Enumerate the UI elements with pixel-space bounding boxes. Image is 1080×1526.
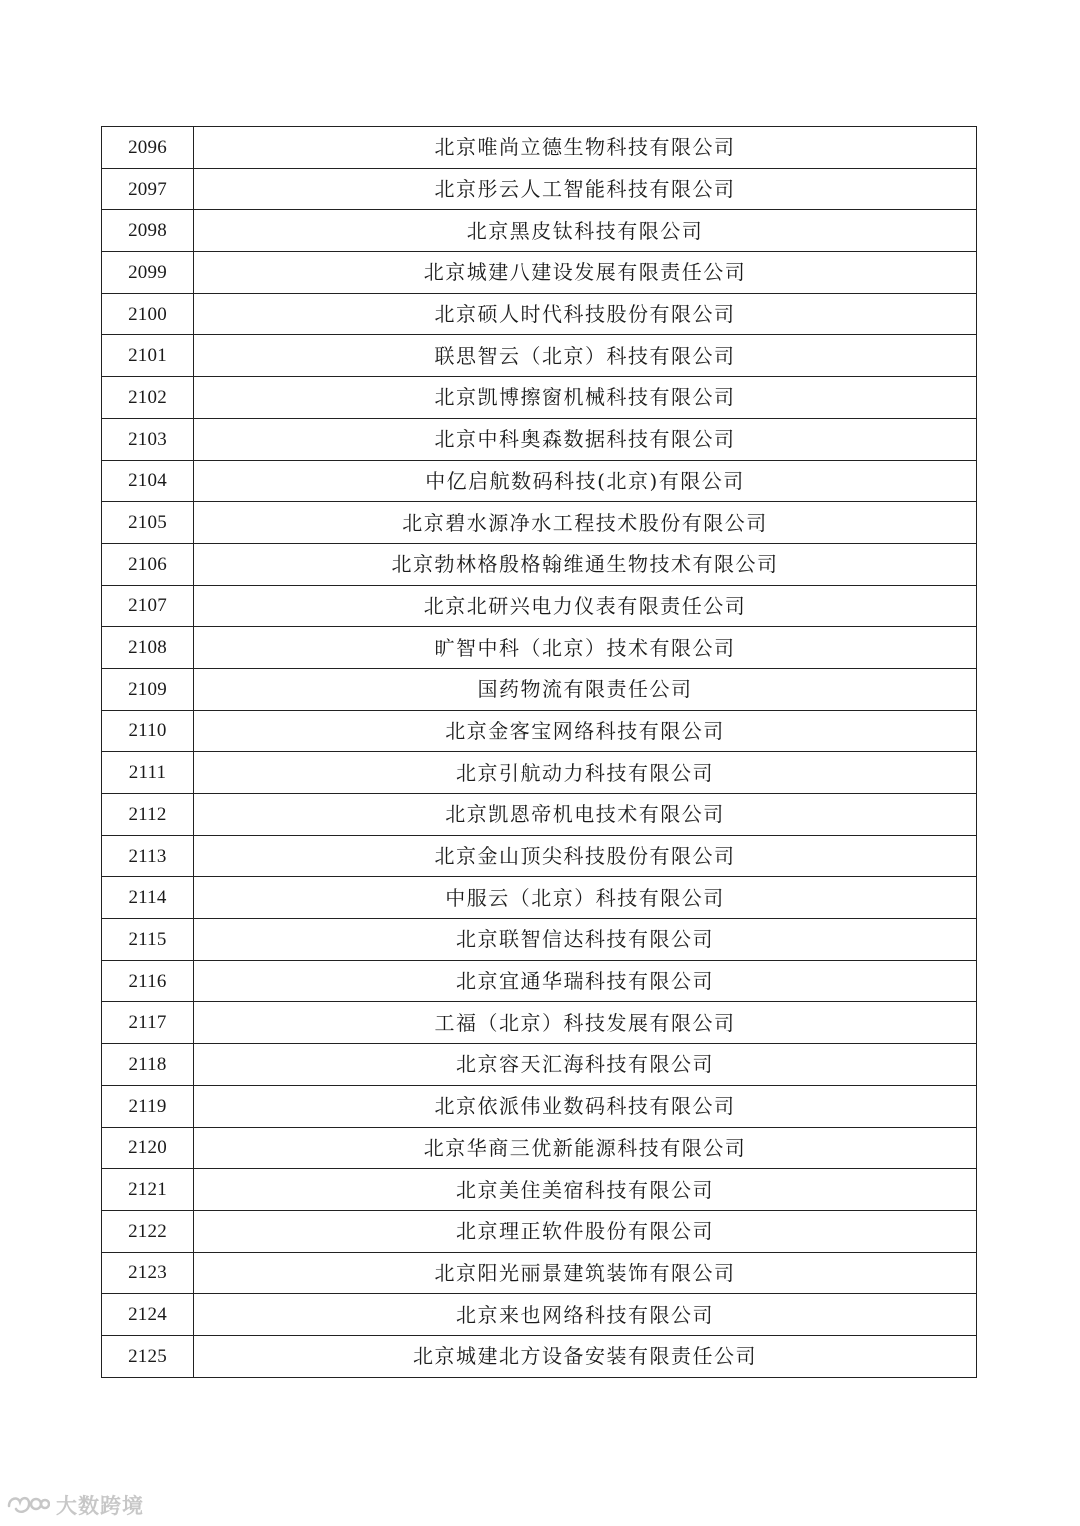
- company-name: 北京依派伟业数码科技有限公司: [194, 1085, 977, 1127]
- table-row: [102, 418, 977, 460]
- company-name: 北京硕人时代科技股份有限公司: [194, 293, 977, 335]
- company-name: 北京唯尚立德生物科技有限公司: [194, 127, 977, 169]
- row-number: 2098: [102, 210, 194, 252]
- row-number: 2109: [102, 668, 194, 710]
- table-row: [102, 1294, 977, 1336]
- table-row: [102, 1044, 977, 1086]
- company-name: 北京勃林格殷格翰维通生物技术有限公司: [194, 543, 977, 585]
- table-row: [102, 960, 977, 1002]
- row-number: 2096: [102, 127, 194, 169]
- company-name: 北京理正软件股份有限公司: [194, 1210, 977, 1252]
- row-number: 2124: [102, 1294, 194, 1336]
- table-row: [102, 752, 977, 794]
- company-name: 联思智云（北京）科技有限公司: [194, 335, 977, 377]
- table-row: [102, 1127, 977, 1169]
- company-name: 中亿启航数码科技(北京)有限公司: [194, 460, 977, 502]
- company-name: 国药物流有限责任公司: [194, 668, 977, 710]
- table-row: [102, 1210, 977, 1252]
- row-number: 2123: [102, 1252, 194, 1294]
- row-number: 2120: [102, 1127, 194, 1169]
- table-row: [102, 1335, 977, 1377]
- company-name: 北京北研兴电力仪表有限责任公司: [194, 585, 977, 627]
- row-number: 2105: [102, 502, 194, 544]
- row-number: 2102: [102, 377, 194, 419]
- row-number: 2107: [102, 585, 194, 627]
- table-row: [102, 585, 977, 627]
- watermark-text: 大数跨境: [56, 1494, 144, 1518]
- row-number: 2119: [102, 1085, 194, 1127]
- row-number: 2110: [102, 710, 194, 752]
- table-row: [102, 1085, 977, 1127]
- company-name: 北京宜通华瑞科技有限公司: [194, 960, 977, 1002]
- row-number: 2114: [102, 877, 194, 919]
- company-name: 北京凯恩帝机电技术有限公司: [194, 794, 977, 836]
- row-number: 2100: [102, 293, 194, 335]
- row-number: 2103: [102, 418, 194, 460]
- company-list-table: [101, 126, 977, 1378]
- company-name: 北京城建八建设发展有限责任公司: [194, 252, 977, 294]
- row-number: 2125: [102, 1335, 194, 1377]
- brand-logo-icon: [6, 1492, 50, 1518]
- row-number: 2101: [102, 335, 194, 377]
- table-row: [102, 627, 977, 669]
- table-row: [102, 794, 977, 836]
- company-name: 北京凯博擦窗机械科技有限公司: [194, 377, 977, 419]
- company-name: 北京联智信达科技有限公司: [194, 919, 977, 961]
- row-number: 2121: [102, 1169, 194, 1211]
- row-number: 2113: [102, 835, 194, 877]
- company-name: 北京城建北方设备安装有限责任公司: [194, 1335, 977, 1377]
- row-number: 2122: [102, 1210, 194, 1252]
- table-row: [102, 877, 977, 919]
- table-row: [102, 502, 977, 544]
- company-name: 北京美住美宿科技有限公司: [194, 1169, 977, 1211]
- table-row: [102, 835, 977, 877]
- company-name: 北京黑皮钛科技有限公司: [194, 210, 977, 252]
- row-number: 2111: [102, 752, 194, 794]
- row-number: 2115: [102, 919, 194, 961]
- table-row: [102, 127, 977, 169]
- company-name: 北京彤云人工智能科技有限公司: [194, 168, 977, 210]
- company-name: 北京容天汇海科技有限公司: [194, 1044, 977, 1086]
- watermark: [6, 1490, 144, 1520]
- table-row: [102, 293, 977, 335]
- company-name: 工福（北京）科技发展有限公司: [194, 1002, 977, 1044]
- table-row: [102, 543, 977, 585]
- company-name: 中服云（北京）科技有限公司: [194, 877, 977, 919]
- company-name: 北京中科奥森数据科技有限公司: [194, 418, 977, 460]
- row-number: 2106: [102, 543, 194, 585]
- table-row: [102, 668, 977, 710]
- company-name: 北京阳光丽景建筑装饰有限公司: [194, 1252, 977, 1294]
- table-row: [102, 335, 977, 377]
- row-number: 2112: [102, 794, 194, 836]
- company-list-body: [102, 127, 977, 1378]
- row-number: 2117: [102, 1002, 194, 1044]
- company-name: 北京华商三优新能源科技有限公司: [194, 1127, 977, 1169]
- table-row: [102, 377, 977, 419]
- row-number: 2099: [102, 252, 194, 294]
- row-number: 2116: [102, 960, 194, 1002]
- company-name: 北京来也网络科技有限公司: [194, 1294, 977, 1336]
- table-row: [102, 168, 977, 210]
- table-row: [102, 919, 977, 961]
- table-row: [102, 1169, 977, 1211]
- table-row: [102, 460, 977, 502]
- row-number: 2104: [102, 460, 194, 502]
- table-row: [102, 210, 977, 252]
- company-name: 北京引航动力科技有限公司: [194, 752, 977, 794]
- row-number: 2097: [102, 168, 194, 210]
- table-row: [102, 1002, 977, 1044]
- company-name: 北京金山顶尖科技股份有限公司: [194, 835, 977, 877]
- table-row: [102, 252, 977, 294]
- company-name: 北京金客宝网络科技有限公司: [194, 710, 977, 752]
- row-number: 2118: [102, 1044, 194, 1086]
- company-name: 北京碧水源净水工程技术股份有限公司: [194, 502, 977, 544]
- company-name: 旷智中科（北京）技术有限公司: [194, 627, 977, 669]
- table-row: [102, 1252, 977, 1294]
- row-number: 2108: [102, 627, 194, 669]
- table-row: [102, 710, 977, 752]
